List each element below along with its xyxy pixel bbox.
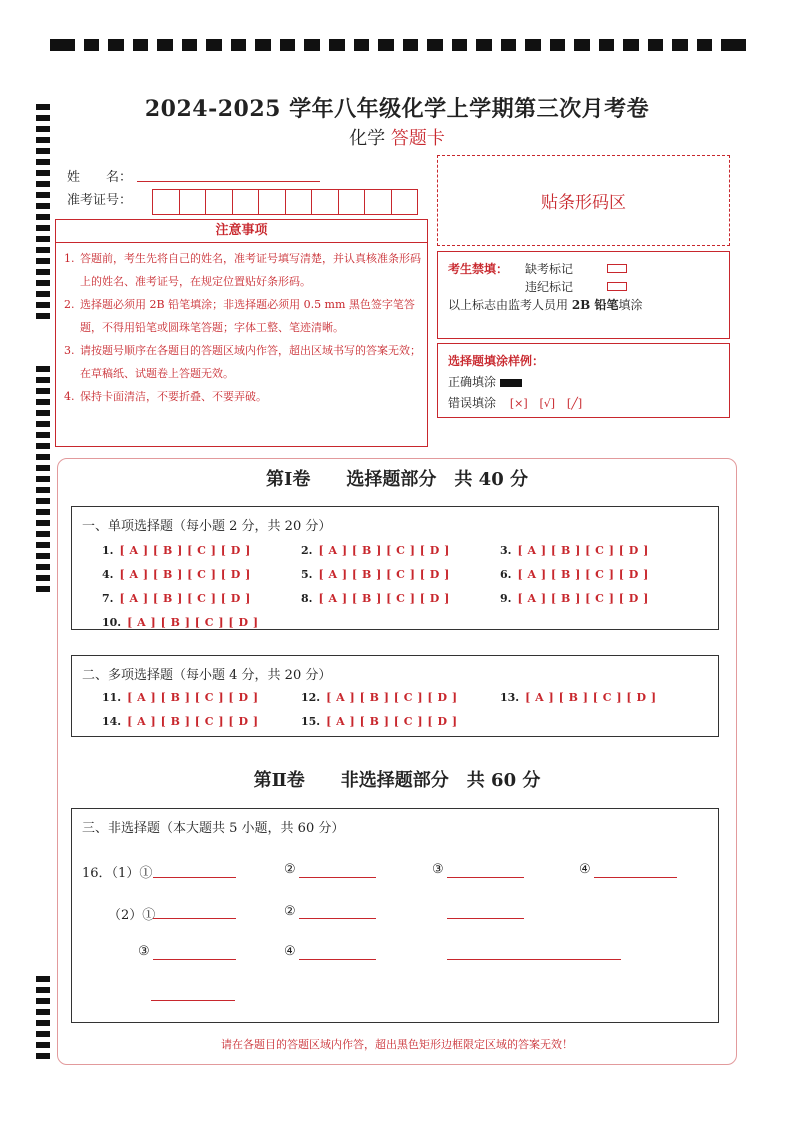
answer-options[interactable]: [ A ] [ B ] [ C ] [ D ] xyxy=(127,616,259,629)
wrong-mark-1: [×] xyxy=(509,397,528,410)
choice-question xyxy=(301,587,450,606)
choice-question xyxy=(301,686,458,705)
choice-question xyxy=(102,611,259,630)
choice-question xyxy=(102,539,251,558)
q16-1-c4-label: ④ xyxy=(579,862,591,877)
q16-2-blank-3[interactable] xyxy=(447,918,524,919)
page-title: 2024-2025 学年八年级化学上学期第三次月考卷 xyxy=(144,96,650,122)
q16-1-blank-1[interactable] xyxy=(153,877,236,878)
question-number: 6. xyxy=(500,568,512,581)
question-number: 1. xyxy=(102,544,114,557)
filled-mark-icon xyxy=(500,379,522,387)
question-number: 10. xyxy=(102,616,122,629)
proctor-note-bold: 2B 铅笔 xyxy=(571,298,619,312)
answer-options[interactable]: [ A ] [ B ] [ C ] [ D ] xyxy=(517,568,649,581)
question-number: 5. xyxy=(301,568,313,581)
choice-question xyxy=(301,539,450,558)
proctor-marks-box xyxy=(437,251,730,339)
answer-options[interactable]: [ A ] [ B ] [ C ] [ D ] xyxy=(318,544,450,557)
answer-options[interactable]: [ A ] [ B ] [ C ] [ D ] xyxy=(517,592,649,605)
non-choice-box xyxy=(71,808,719,1023)
part1-title: 第Ⅰ卷 选择题部分 共 40 分 xyxy=(265,469,528,490)
answer-options[interactable]: [ A ] [ B ] [ C ] [ D ] xyxy=(517,544,649,557)
choice-question xyxy=(102,563,251,582)
q16-1-blank-3[interactable] xyxy=(447,877,524,878)
exam-id-boxes[interactable] xyxy=(152,189,418,215)
choice-question xyxy=(500,587,649,606)
q16-1-c2-label: ② xyxy=(284,862,296,877)
proctor-note-post: 填涂 xyxy=(618,298,643,312)
multi-choice-box xyxy=(71,655,719,737)
notice-heading: 注意事项 xyxy=(56,220,427,243)
wrong-fill-label: 错误填涂 xyxy=(448,396,497,410)
q16-2-blank-7[interactable] xyxy=(151,1000,235,1001)
subtitle-subject: 化学 xyxy=(349,128,386,149)
question-number: 2. xyxy=(301,544,313,557)
notice-item-text: 保持卡面清洁，不要折叠、不要弄破。 xyxy=(80,390,267,403)
q16-2-c4-label: ④ xyxy=(284,944,296,959)
answer-options[interactable]: [ A ] [ B ] [ C ] [ D ] xyxy=(326,691,458,704)
choice-question xyxy=(102,710,259,729)
notice-item-number: 1. xyxy=(64,252,75,265)
choice-question xyxy=(500,563,649,582)
q16-1-blank-4[interactable] xyxy=(594,877,677,878)
q16-2-c2-label: ② xyxy=(284,904,296,919)
q16-1-blank-2[interactable] xyxy=(299,877,376,878)
wrong-fill-row xyxy=(448,394,582,411)
subtitle-answer-card: 答题卡 xyxy=(390,128,445,149)
sample-heading: 选择题填涂样例： xyxy=(448,354,545,368)
choice-question xyxy=(102,686,259,705)
question-number: 7. xyxy=(102,592,114,605)
answer-options[interactable]: [ A ] [ B ] [ C ] [ D ] xyxy=(318,568,450,581)
question-number: 4. xyxy=(102,568,114,581)
page-subtitle xyxy=(0,124,794,150)
notice-item xyxy=(64,247,421,293)
notice-item-number: 4. xyxy=(64,390,75,403)
q16-2-blank-4[interactable] xyxy=(153,959,236,960)
q16-2-label: （2）① xyxy=(108,908,156,923)
q16-2-blank-2[interactable] xyxy=(299,918,376,919)
violation-mark-box[interactable] xyxy=(607,282,627,291)
answer-options[interactable]: [ A ] [ B ] [ C ] [ D ] xyxy=(127,691,259,704)
choice-question xyxy=(500,686,657,705)
q16-2-blank-1[interactable] xyxy=(153,918,236,919)
choice-question xyxy=(301,710,458,729)
notice-box xyxy=(55,219,428,447)
part2-title: 第Ⅱ卷 非选择题部分 共 60 分 xyxy=(253,770,541,791)
non-choice-heading: 三、非选择题（本大题共 5 小题，共 60 分） xyxy=(82,821,345,836)
proctor-note xyxy=(448,296,643,313)
single-choice-box xyxy=(71,506,719,630)
choice-question xyxy=(500,539,649,558)
question-number: 11. xyxy=(102,691,122,704)
notice-item-text: 请按题号顺序在各题目的答题区域内作答，超出区域书写的答案无效；在草稿纸、试题卷上答题无效。 xyxy=(80,344,421,380)
notice-item xyxy=(64,293,421,339)
answer-options[interactable]: [ A ] [ B ] [ C ] [ D ] xyxy=(119,568,251,581)
choice-question xyxy=(102,587,251,606)
answer-options[interactable]: [ A ] [ B ] [ C ] [ D ] xyxy=(326,715,458,728)
answer-options[interactable]: [ A ] [ B ] [ C ] [ D ] xyxy=(127,715,259,728)
answer-options[interactable]: [ A ] [ B ] [ C ] [ D ] xyxy=(119,544,251,557)
notice-item xyxy=(64,385,421,408)
notice-item-text: 选择题必须用 2B 铅笔填涂；非选择题必须用 0.5 mm 黑色签字笔答题，不得用铅笔或圆珠笔答题；字体工整、笔迹清晰。 xyxy=(80,298,415,334)
name-label: 姓 名： xyxy=(67,170,133,185)
notice-item-text: 答题前，考生先将自己的姓名，准考证号填写清楚，并认真核准条形码上的姓名、准考证号，在规定位置贴好条形码。 xyxy=(80,252,421,288)
footer-note: 请在各题目的答题区域内作答，超出黑色矩形边框限定区域的答案无效！ xyxy=(221,1038,573,1051)
answer-options[interactable]: [ A ] [ B ] [ C ] [ D ] xyxy=(119,592,251,605)
answer-options[interactable]: [ A ] [ B ] [ C ] [ D ] xyxy=(525,691,657,704)
q16-2-c3-label: ③ xyxy=(138,944,150,959)
timing-marks-top xyxy=(50,39,746,51)
question-number: 3. xyxy=(500,544,512,557)
q16-2-blank-6[interactable] xyxy=(447,959,621,960)
q16-1-label: 16．（1）① xyxy=(82,866,153,881)
correct-fill-label: 正确填涂 xyxy=(448,375,497,389)
barcode-area: 贴条形码区 xyxy=(437,155,730,246)
notice-list xyxy=(56,243,427,408)
absent-mark-box[interactable] xyxy=(607,264,627,273)
question-number: 12. xyxy=(301,691,321,704)
question-number: 13. xyxy=(500,691,520,704)
question-number: 15. xyxy=(301,715,321,728)
name-field[interactable] xyxy=(137,181,320,182)
wrong-mark-3: [╱] xyxy=(566,397,583,410)
question-number: 8. xyxy=(301,592,313,605)
notice-item-number: 3. xyxy=(64,344,75,357)
question-number: 9. xyxy=(500,592,512,605)
wrong-mark-2: [√] xyxy=(539,397,556,410)
correct-fill-row xyxy=(448,373,522,390)
multi-choice-heading: 二、多项选择题（每小题 4 分，共 20 分） xyxy=(82,668,332,683)
answer-options[interactable]: [ A ] [ B ] [ C ] [ D ] xyxy=(318,592,450,605)
proctor-note-pre: 以上标志由监考人员用 xyxy=(448,298,572,312)
forbidden-label: 考生禁填： xyxy=(448,262,509,276)
choice-question xyxy=(301,563,450,582)
notice-item-number: 2. xyxy=(64,298,75,311)
single-choice-heading: 一、单项选择题（每小题 2 分，共 20 分） xyxy=(82,519,332,534)
notice-item xyxy=(64,339,421,385)
fill-sample-box xyxy=(437,343,730,418)
q16-1-c3-label: ③ xyxy=(432,862,444,877)
violation-mark-label: 违纪标记 xyxy=(525,280,574,294)
q16-2-blank-5[interactable] xyxy=(299,959,376,960)
exam-id-label: 准考证号： xyxy=(67,193,133,208)
question-number: 14. xyxy=(102,715,122,728)
absent-mark-label: 缺考标记 xyxy=(525,262,574,276)
